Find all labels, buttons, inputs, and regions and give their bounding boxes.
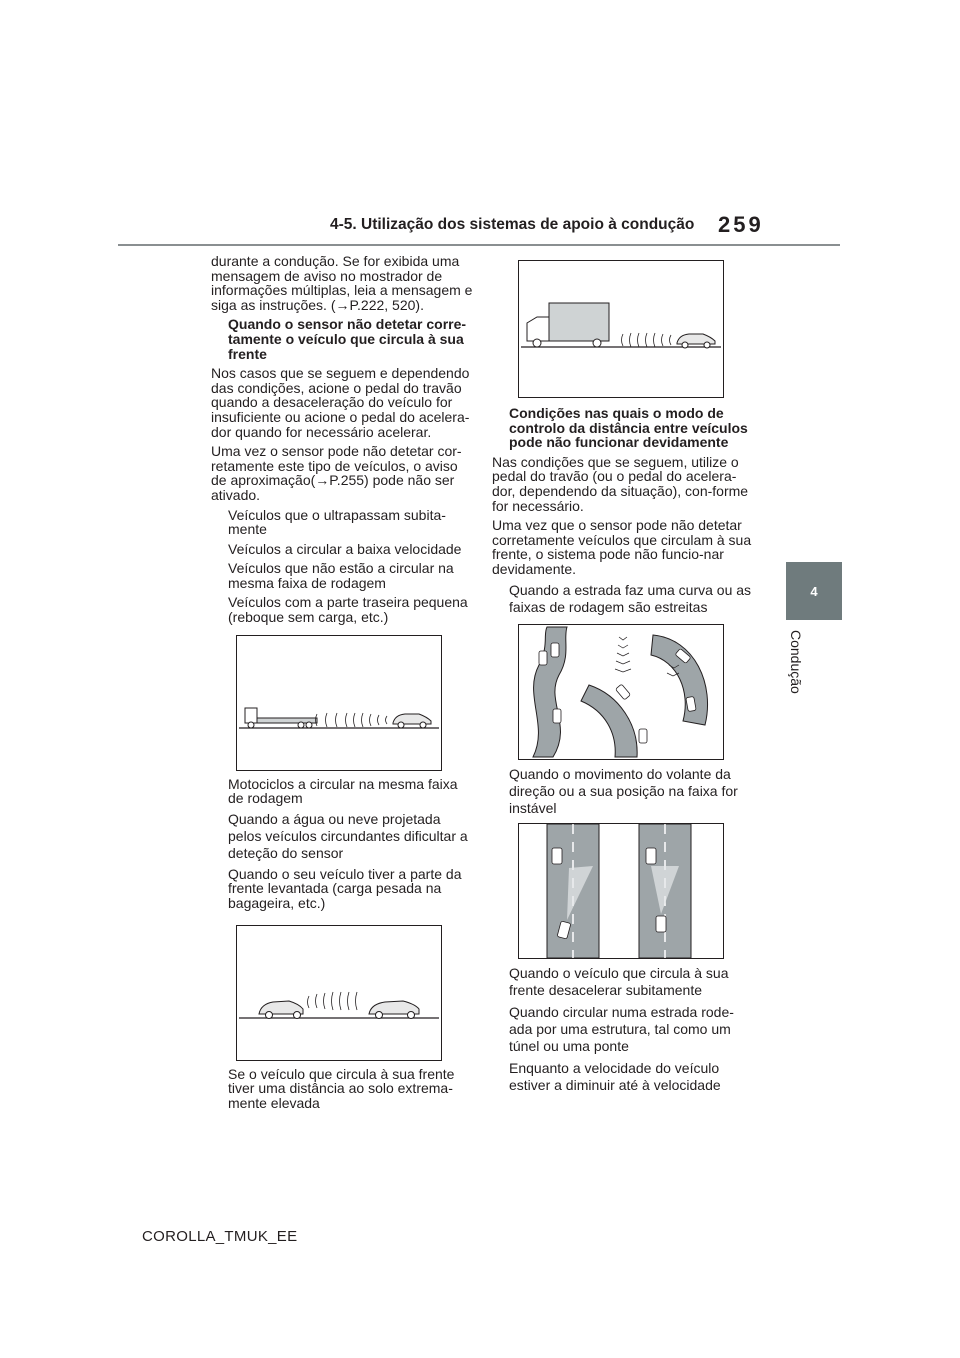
section-heading: Quando o sensor não detetar corre-tamente o veículo que circula à sua frente	[228, 316, 467, 362]
list-item: Quando a estrada faz uma curva ou as faixas de rodagem são estreitas	[509, 581, 752, 615]
section-title: 4-5. Utilização dos sistemas de apoio à condução	[330, 216, 695, 233]
body-paragraph: Nas condições que se seguem, utilize o pedal do travão (ou o pedal do acelera-dor, dependendo da situação), con-forme for necessário.	[492, 453, 749, 514]
list-item: Enquanto a velocidade do veículo estiver a diminuir até à velocidade	[509, 1059, 721, 1093]
illustration-curves	[518, 624, 724, 760]
illustration-lane-position	[518, 823, 724, 959]
list-item: Quando o movimento do volante da direção ou a sua posição na faixa for instável	[509, 765, 738, 816]
list-item: Veículos com a parte traseira pequena (reboque sem carga, etc.)	[228, 594, 468, 626]
right-column	[492, 260, 755, 1099]
list-item: Veículos que não estão a circular na mesma faixa de rodagem	[228, 560, 454, 591]
chapter-tab[interactable]	[786, 562, 842, 620]
intro-paragraph: durante a condução. Se for exibida uma mensagem de aviso no mostrador de informações múltiplas, leia a mensagem e siga as instruções. (→P.222, 520).	[211, 253, 473, 313]
left-column	[211, 254, 473, 1115]
list-item: Quando o veículo que circula à sua frente desacelerar subitamente	[509, 964, 729, 998]
body-paragraph: Uma vez o sensor pode não detetar cor-retamente este tipo de veículos, o aviso de aproximação(→P.255) pode não ser ativado.	[211, 443, 462, 503]
list-item: Quando o seu veículo tiver a parte da frente levantada (carga pesada na bagageira, etc.)	[228, 865, 462, 912]
section-heading: Condições nas quais o modo de controlo da distância entre veículos pode não funcionar devidamente	[509, 405, 748, 451]
page-number: 259	[718, 212, 764, 237]
header-divider	[118, 244, 840, 246]
body-paragraph: Nos casos que se seguem e dependendo das condições, acione o pedal do travão quando a desaceleração do veículo for insuficiente ou acione o pedal do acelera-dor quando for necessário acelerar.	[211, 365, 470, 440]
list-item: Veículos a circular a baixa velocidade	[228, 540, 462, 557]
list-item: Quando circular numa estrada rode-ada por uma estrutura, tal como um túnel ou uma ponte	[509, 1003, 734, 1054]
illustration-trailer	[236, 635, 442, 771]
truck-illustration-graphic	[519, 261, 723, 397]
curved-roads-illustration-graphic	[519, 625, 723, 759]
chapter-number: 4	[810, 583, 818, 599]
illustration-raised-front	[236, 925, 442, 1061]
lane-position-illustration-graphic	[519, 824, 723, 958]
chapter-label: Condução	[788, 630, 804, 694]
trailer-illustration-graphic	[237, 636, 441, 770]
list-item: Motociclos a circular na mesma faixa de rodagem	[228, 775, 458, 807]
body-paragraph: Uma vez que o sensor pode não detetar corretamente veículos que circulam à sua frente, o sistema pode não funcio-nar devidamente.	[492, 517, 752, 577]
chapter-label-container	[782, 630, 806, 710]
list-item: Veículos que o ultrapassam subita-mente	[228, 506, 446, 538]
list-item: Se o veículo que circula à sua frente tiver uma distância ao solo extrema-mente elevada	[228, 1065, 455, 1111]
list-item: Quando a água ou neve projetada pelos veículos circundantes dificultar a deteção do sensor	[228, 810, 468, 861]
document-code: COROLLA_TMUK_EE	[142, 1228, 298, 1245]
raised-front-illustration-graphic	[237, 926, 441, 1060]
illustration-truck	[518, 260, 724, 398]
